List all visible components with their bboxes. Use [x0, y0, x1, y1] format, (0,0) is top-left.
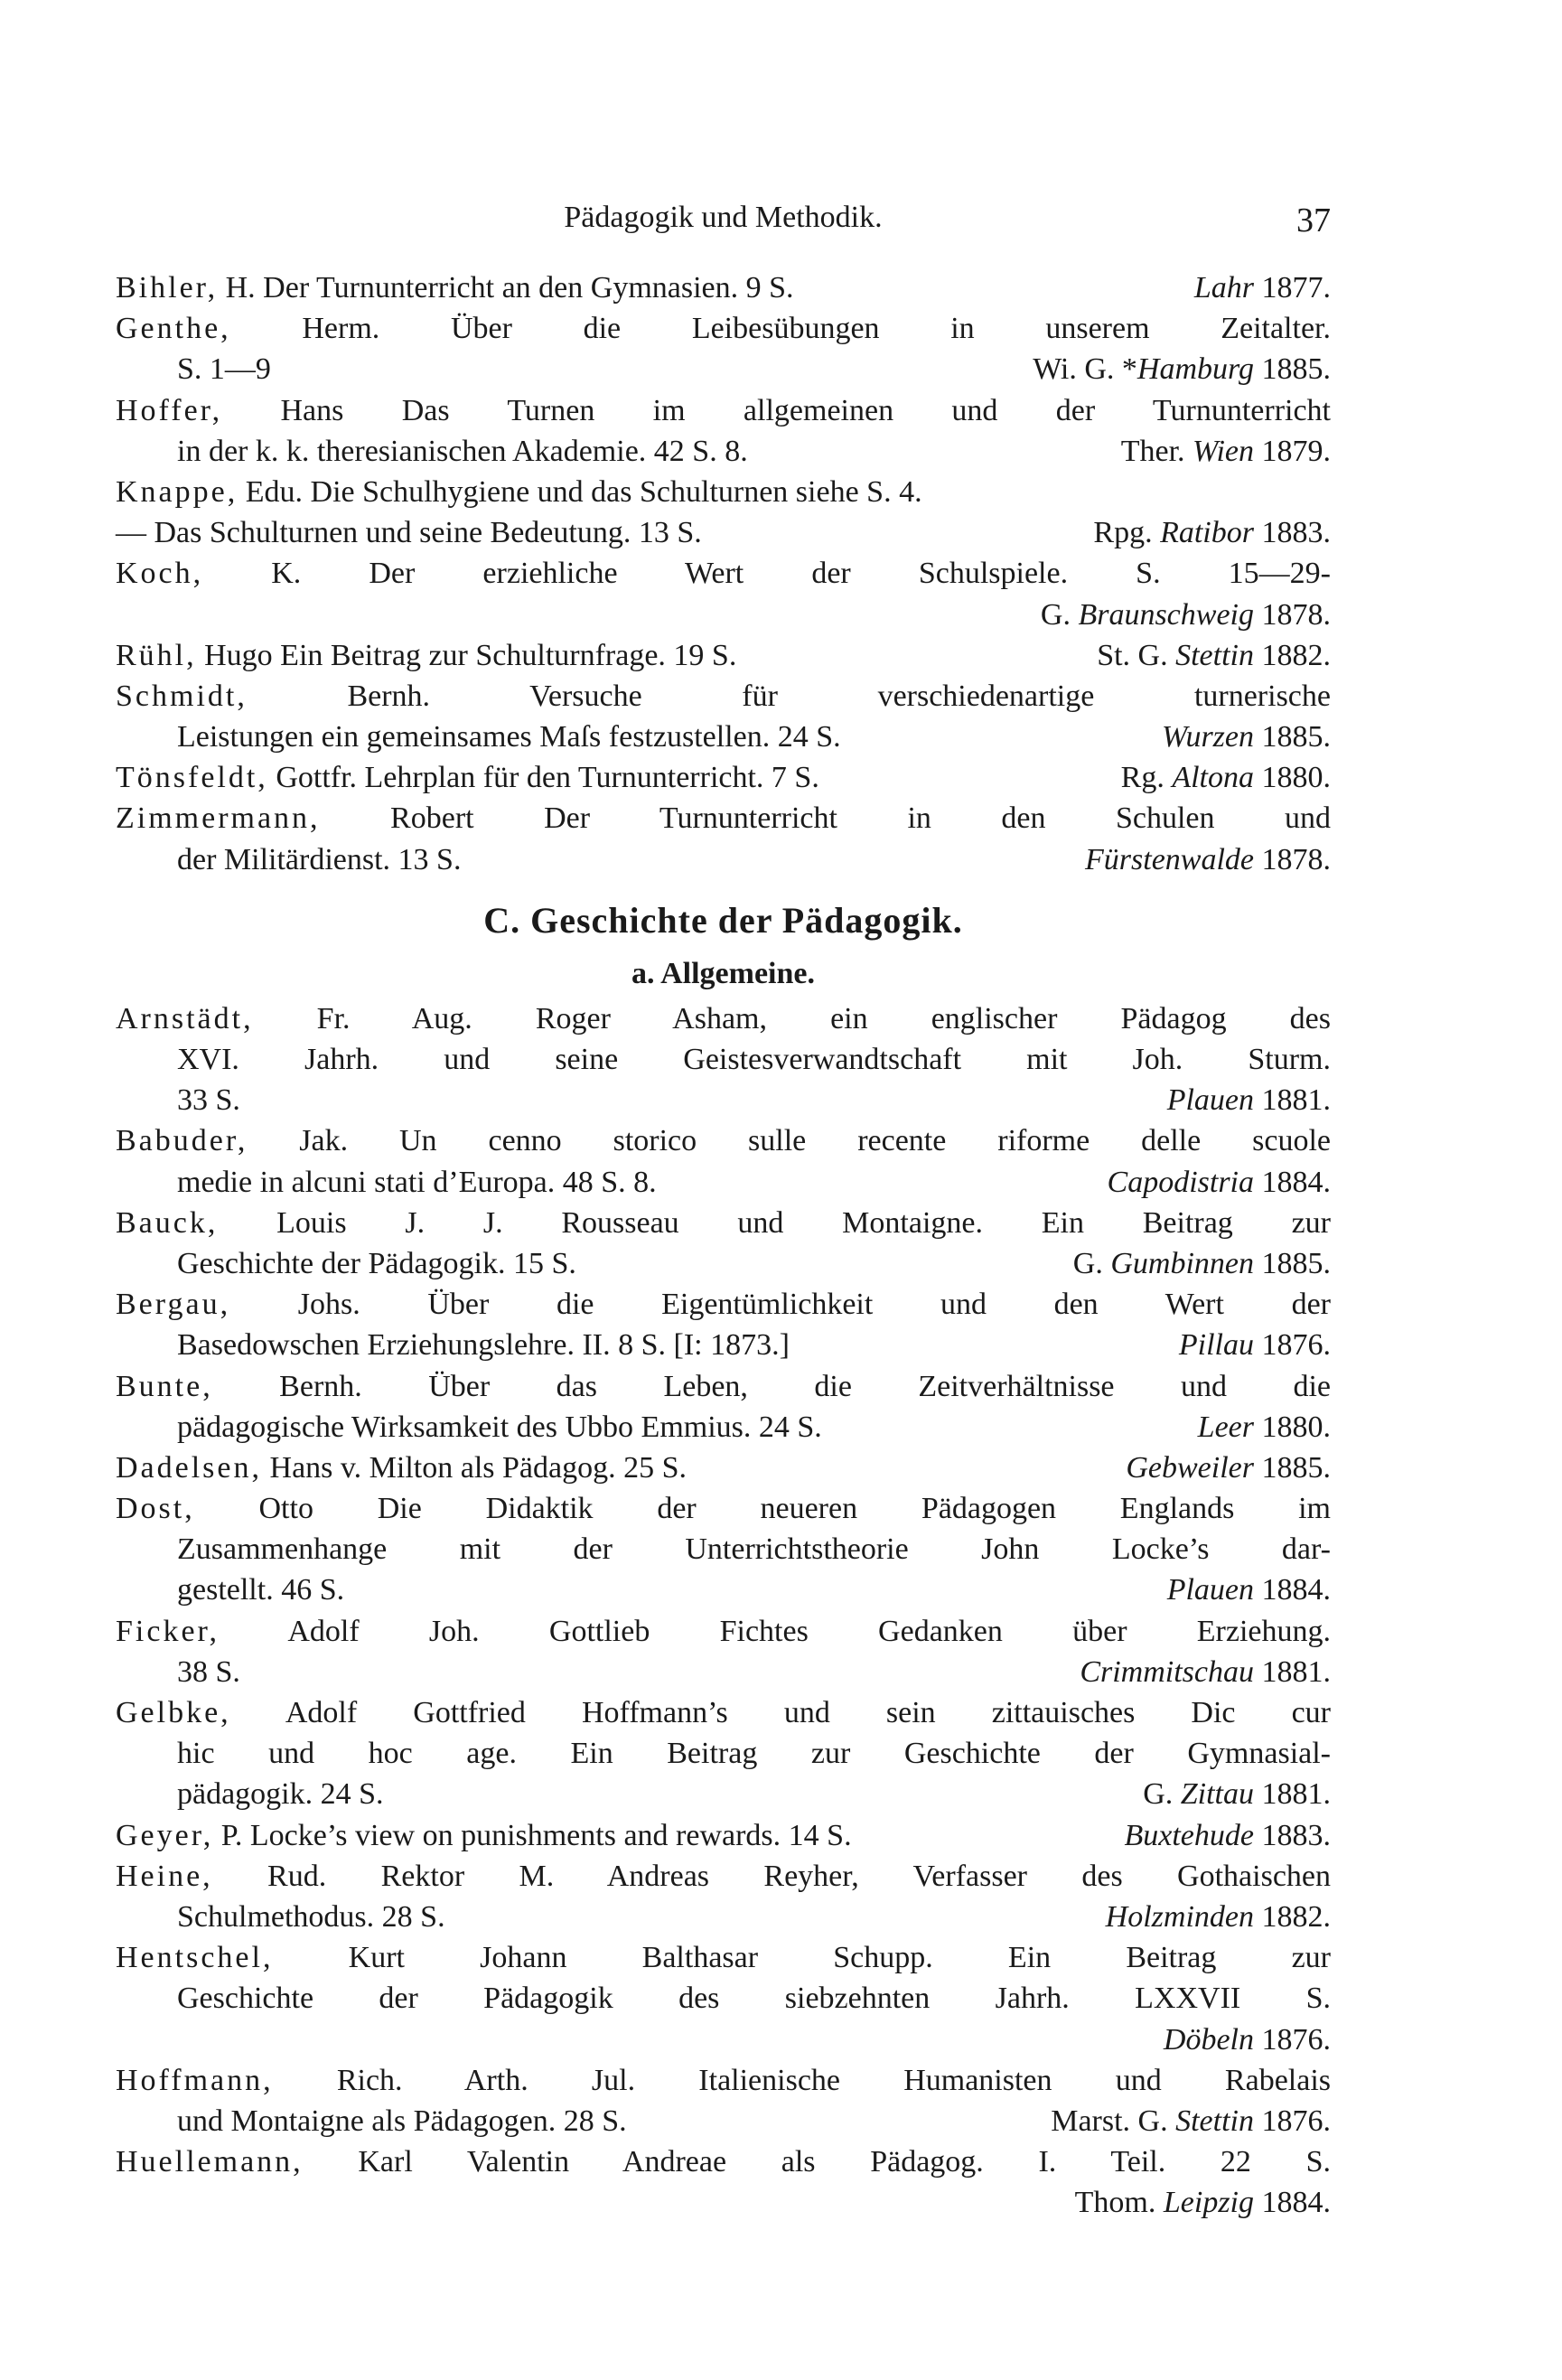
entry-place: Pillau [1178, 1328, 1254, 1363]
entry-author: Hoffmann, [116, 2063, 274, 2097]
entry-publication [1075, 2182, 1331, 2223]
entry-school: Thom. [1074, 2186, 1164, 2220]
bibliography-entry [116, 1488, 1331, 1611]
entry-text: gestellt. 46 S. [177, 1573, 345, 1607]
entry-author: Schmidt, [116, 679, 248, 713]
entry-author: Bauck, [116, 1205, 219, 1240]
entry-text: pädagogische Wirksamkeit des Ubbo Emmius. 24 S. [177, 1410, 822, 1444]
entry-publication [1167, 1080, 1331, 1120]
entry-year: 1883. [1261, 516, 1331, 550]
entry-place: Ratibor [1160, 516, 1254, 550]
bibliography-entry [116, 2141, 1331, 2223]
section-subheading: a. Allgemeine. [631, 956, 816, 990]
entry-year: 1884. [1261, 1573, 1331, 1607]
entry-school: G. [1040, 597, 1079, 632]
entry-line [116, 1652, 1331, 1692]
entry-text: pädagogik. 24 S. [177, 1777, 384, 1812]
bibliography-entry [116, 512, 1331, 553]
entry-year: 1877. [1261, 271, 1331, 305]
bibliography-entry [116, 1203, 1331, 1284]
entry-year: 1876. [1261, 2104, 1331, 2138]
bibliography-entry [116, 1448, 1331, 1488]
entry-school: Rpg. [1093, 516, 1161, 550]
bibliography-entry [116, 553, 1331, 634]
entry-text: Schulmethodus. 28 S. [177, 1899, 445, 1934]
entry-place: Lahr [1193, 271, 1254, 305]
entry-publication [1085, 839, 1331, 880]
entry-text: K. Der erziehliche Wert der Schulspiele. S. 15—29- [203, 557, 1331, 591]
entry-text: P. Locke’s view on punishments and rewards. 14 S. [213, 1818, 852, 1852]
bibliography-entry [116, 1366, 1331, 1448]
entry-text: Hans Das Turnen im allgemeinen und der Turnunterricht [222, 393, 1331, 427]
entry-text: 38 S. [177, 1654, 240, 1689]
entry-line [116, 472, 1331, 512]
entry-text: Adolf Joh. Gottlieb Fichtes Gedanken über Erziehung. [220, 1614, 1331, 1648]
entry-publication [1097, 635, 1331, 676]
entry-line [116, 1611, 1331, 1652]
entry-school: St. G. [1097, 638, 1176, 672]
entry-line [116, 1937, 1331, 1978]
entry-text: medie in alcuni stati d’Europa. 48 S. 8. [177, 1165, 657, 1199]
entry-year: 1885. [1261, 1450, 1331, 1485]
entry-author: Dadelsen, [116, 1450, 263, 1485]
entry-text: — Das Schulturnen und seine Bedeutung. 13 S. [116, 516, 702, 550]
bibliography-entry [116, 757, 1331, 798]
entry-line [116, 349, 1331, 389]
entry-place: Stettin [1175, 638, 1254, 672]
entry-place: Plauen [1166, 1083, 1254, 1118]
entry-text: und Montaigne als Pädagogen. 28 S. [177, 2104, 627, 2138]
entry-place: Leipzig [1163, 2186, 1254, 2220]
entry-line [116, 1692, 1331, 1733]
entry-line [116, 595, 1331, 635]
entry-place: Stettin [1175, 2104, 1254, 2138]
entry-school: G. [1143, 1777, 1181, 1812]
entry-text: Gottfr. Lehrplan für den Turnunterricht. 7 S. [267, 761, 819, 795]
entry-place: Döbeln [1163, 2022, 1254, 2057]
entry-line [116, 390, 1331, 431]
bibliography-entry [116, 676, 1331, 757]
entry-line [116, 1774, 1331, 1814]
entry-publication [1041, 595, 1331, 635]
entry-text: Rich. Arth. Jul. Italienische Humanisten und Rabelais [273, 2063, 1331, 2097]
entry-line [116, 1978, 1331, 2019]
entry-text: Hugo Ein Beitrag zur Schulturnfrage. 19 S. [196, 638, 737, 672]
entry-text: Adolf Gottfried Hoffmann’s und sein zittauisches Dic cur [230, 1696, 1331, 1729]
bibliography-entry [116, 1815, 1331, 1856]
entry-line [116, 717, 1331, 757]
entry-school: Marst. G. [1051, 2104, 1176, 2138]
entry-school: Ther. [1120, 434, 1193, 468]
entry-text: hic und hoc age. Ein Beitrag zur Geschichte der Gymnasial- [177, 1737, 1331, 1771]
entry-line [116, 676, 1331, 717]
entry-line [116, 431, 1331, 472]
bibliography-entry [116, 1284, 1331, 1365]
bibliography-list-turnen [116, 267, 1331, 880]
page-title: Pädagogik und Methodik. [564, 201, 883, 234]
entry-line [116, 1897, 1331, 1937]
entry-author: Geyer, [116, 1818, 214, 1852]
entry-line [116, 1569, 1331, 1610]
bibliography-entry [116, 1120, 1331, 1202]
entry-text: H. Der Turnunterricht an den Gymnasien. 9 S. [218, 271, 794, 305]
entry-place: Wurzen [1162, 720, 1254, 754]
entry-publication [1108, 1162, 1331, 1203]
bibliography-entry [116, 635, 1331, 676]
bibliography-entry [116, 390, 1331, 472]
entry-line [116, 1733, 1331, 1774]
entry-text: S. 1—9 [177, 352, 271, 387]
entry-publication [1033, 349, 1331, 389]
entry-school: Rg. [1120, 761, 1173, 795]
entry-publication [1194, 267, 1331, 308]
bibliography-entry [116, 1692, 1331, 1815]
running-head [116, 201, 1331, 242]
entry-line [116, 2101, 1331, 2141]
entry-publication [1080, 1652, 1331, 1692]
entry-year: 1878. [1261, 842, 1331, 876]
entry-publication [1121, 431, 1331, 472]
entry-text: Bernh. Über das Leben, die Zeitverhältnisse und die [212, 1369, 1331, 1403]
entry-line [116, 308, 1331, 349]
entry-line [116, 1162, 1331, 1203]
entry-text: Louis J. J. Rousseau und Montaigne. Ein Beitrag zur [218, 1205, 1331, 1240]
entry-year: 1884. [1261, 1165, 1331, 1199]
entry-line [116, 1366, 1331, 1407]
entry-author: Genthe, [116, 312, 231, 346]
bibliography-content [116, 267, 1331, 2223]
entry-publication [1093, 512, 1331, 553]
entry-year: 1881. [1261, 1654, 1331, 1689]
entry-line [116, 1488, 1331, 1529]
entry-school: G. [1072, 1246, 1111, 1280]
entry-author: Ficker, [116, 1614, 220, 1648]
entry-place: Plauen [1166, 1573, 1254, 1607]
entry-line [116, 1325, 1331, 1365]
entry-year: 1878. [1261, 597, 1331, 632]
entry-text: Herm. Über die Leibesübungen in unserem Zeitalter. [230, 312, 1331, 346]
entry-author: Tönsfeldt, [116, 761, 268, 795]
entry-publication [1164, 2019, 1331, 2060]
entry-line [116, 635, 1331, 676]
bibliography-entry [116, 472, 1331, 512]
entry-place: Zittau [1180, 1777, 1254, 1812]
entry-line [116, 512, 1331, 553]
entry-author: Zimmermann, [116, 801, 321, 836]
entry-year: 1883. [1261, 1818, 1331, 1852]
bibliography-entry [116, 308, 1331, 389]
entry-line [116, 1120, 1331, 1161]
entry-line [116, 757, 1331, 798]
entry-text: Zusammenhange mit der Unterrichtstheorie John Locke’s dar- [177, 1532, 1331, 1567]
entry-line [116, 1856, 1331, 1897]
entry-author: Rühl, [116, 638, 197, 672]
entry-line [116, 1080, 1331, 1120]
entry-publication [1162, 717, 1331, 757]
entry-line [116, 2141, 1331, 2182]
entry-text: Leistungen ein gemeinsames Maſs festzustellen. 24 S. [177, 720, 841, 754]
entry-line [116, 1284, 1331, 1325]
entry-year: 1885. [1261, 720, 1331, 754]
entry-text: Otto Die Didaktik der neueren Pädagogen Englands im [194, 1492, 1331, 1526]
entry-author: Bihler, [116, 271, 219, 305]
entry-line [116, 2182, 1331, 2223]
bibliography-list-geschichte [116, 998, 1331, 2224]
entry-text: Bernh. Versuche für verschiedenartige turnerische [247, 679, 1331, 713]
entry-place: Fürstenwalde [1085, 842, 1254, 876]
entry-author: Bergau, [116, 1288, 231, 1322]
entry-text: Jak. Un cenno storico sulle recente riforme delle scuole [248, 1124, 1331, 1158]
entry-text: Kurt Johann Balthasar Schupp. Ein Beitrag zur [273, 1941, 1331, 1975]
entry-publication [1073, 1243, 1331, 1284]
entry-text: in der k. k. theresianischen Akademie. 42 S. 8. [177, 434, 748, 468]
entry-line [116, 1815, 1331, 1856]
entry-author: Koch, [116, 557, 204, 591]
entry-place: Leer [1197, 1410, 1254, 1444]
entry-author: Huellemann, [116, 2145, 304, 2179]
entry-place: Capodistria [1107, 1165, 1254, 1199]
entry-line [116, 839, 1331, 880]
entry-author: Dost, [116, 1492, 195, 1526]
entry-publication [1179, 1325, 1331, 1365]
section-heading: C. Geschichte der Pädagogik. [483, 899, 963, 941]
entry-text: Rud. Rektor M. Andreas Reyher, Verfasser des Gothaischen [212, 1859, 1331, 1893]
entry-place: Crimmitschau [1080, 1654, 1254, 1689]
bibliography-entry [116, 2060, 1331, 2141]
entry-publication [1143, 1774, 1331, 1814]
entry-publication [1051, 2101, 1331, 2141]
entry-place: Buxtehude [1124, 1818, 1254, 1852]
entry-place: Hamburg [1136, 352, 1254, 387]
entry-text: Robert Der Turnunterricht in den Schulen und [320, 801, 1331, 836]
entry-line [116, 1407, 1331, 1448]
entry-author: Knappe, [116, 474, 239, 509]
entry-text: Basedowschen Erziehungslehre. II. 8 S. [I: 1873.] [177, 1328, 790, 1363]
entry-place: Gumbinnen [1110, 1246, 1254, 1280]
entry-place: Wien [1193, 434, 1254, 468]
entry-year: 1885. [1261, 1246, 1331, 1280]
entry-year: 1881. [1261, 1083, 1331, 1118]
entry-year: 1884. [1261, 2186, 1331, 2220]
entry-year: 1879. [1261, 434, 1331, 468]
entry-author: Hoffer, [116, 393, 223, 427]
entry-line [116, 1529, 1331, 1569]
page-number: 37 [1296, 201, 1331, 239]
entry-line [116, 2060, 1331, 2101]
bibliography-entry [116, 267, 1331, 308]
entry-year: 1876. [1261, 1328, 1331, 1363]
entry-text: Edu. Die Schulhygiene und das Schulturnen siehe S. 4. [238, 474, 922, 509]
entry-line [116, 1243, 1331, 1284]
entry-line [116, 2019, 1331, 2060]
entry-place: Gebweiler [1126, 1450, 1254, 1485]
entry-author: Bunte, [116, 1369, 213, 1403]
entry-author: Hentschel, [116, 1941, 274, 1975]
entry-text: Fr. Aug. Roger Asham, ein englischer Pädagog des [253, 1001, 1331, 1035]
entry-text: Geschichte der Pädagogik des siebzehnten Jahrh. LXXVII S. [177, 1982, 1331, 2016]
entry-text: 33 S. [177, 1083, 240, 1118]
entry-publication [1198, 1407, 1331, 1448]
entry-line [116, 267, 1331, 308]
entry-text: Hans v. Milton als Pädagog. 25 S. [262, 1450, 687, 1485]
entry-author: Babuder, [116, 1124, 248, 1158]
entry-place: Braunschweig [1078, 597, 1254, 632]
entry-place: Holzminden [1105, 1899, 1254, 1934]
entry-text: Johs. Über die Eigentümlichkeit und den Wert der [230, 1288, 1331, 1322]
entry-line [116, 553, 1331, 594]
entry-line [116, 1039, 1331, 1080]
entry-publication [1106, 1897, 1331, 1937]
entry-author: Heine, [116, 1859, 213, 1893]
entry-author: Arnstädt, [116, 1001, 254, 1035]
bibliography-entry [116, 1611, 1331, 1692]
entry-year: 1882. [1261, 1899, 1331, 1934]
entry-line [116, 1203, 1331, 1243]
bibliography-entry [116, 1937, 1331, 2060]
entry-line [116, 798, 1331, 839]
entry-year: 1882. [1261, 638, 1331, 672]
entry-year: 1880. [1261, 1410, 1331, 1444]
entry-text: Geschichte der Pädagogik. 15 S. [177, 1246, 576, 1280]
entry-line [116, 998, 1331, 1039]
entry-line [116, 1448, 1331, 1488]
entry-publication [1121, 757, 1331, 798]
entry-text: XVI. Jahrh. und seine Geistesverwandtschaft mit Joh. Sturm. [177, 1043, 1331, 1076]
entry-author: Gelbke, [116, 1696, 231, 1729]
entry-school: Wi. G. * [1033, 352, 1137, 387]
bibliography-entry [116, 798, 1331, 879]
entry-publication [1167, 1569, 1331, 1610]
entry-year: 1876. [1261, 2022, 1331, 2057]
bibliography-entry [116, 1856, 1331, 1937]
entry-text: der Militärdienst. 13 S. [177, 842, 462, 876]
entry-place: Altona [1172, 761, 1254, 795]
entry-text: Karl Valentin Andreae als Pädagog. I. Teil. 22 S. [303, 2145, 1331, 2179]
entry-year: 1881. [1261, 1777, 1331, 1812]
entry-year: 1885. [1261, 352, 1331, 387]
entry-publication [1126, 1448, 1331, 1488]
entry-year: 1880. [1261, 761, 1331, 795]
entry-publication [1125, 1815, 1332, 1856]
bibliography-entry [116, 998, 1331, 1121]
